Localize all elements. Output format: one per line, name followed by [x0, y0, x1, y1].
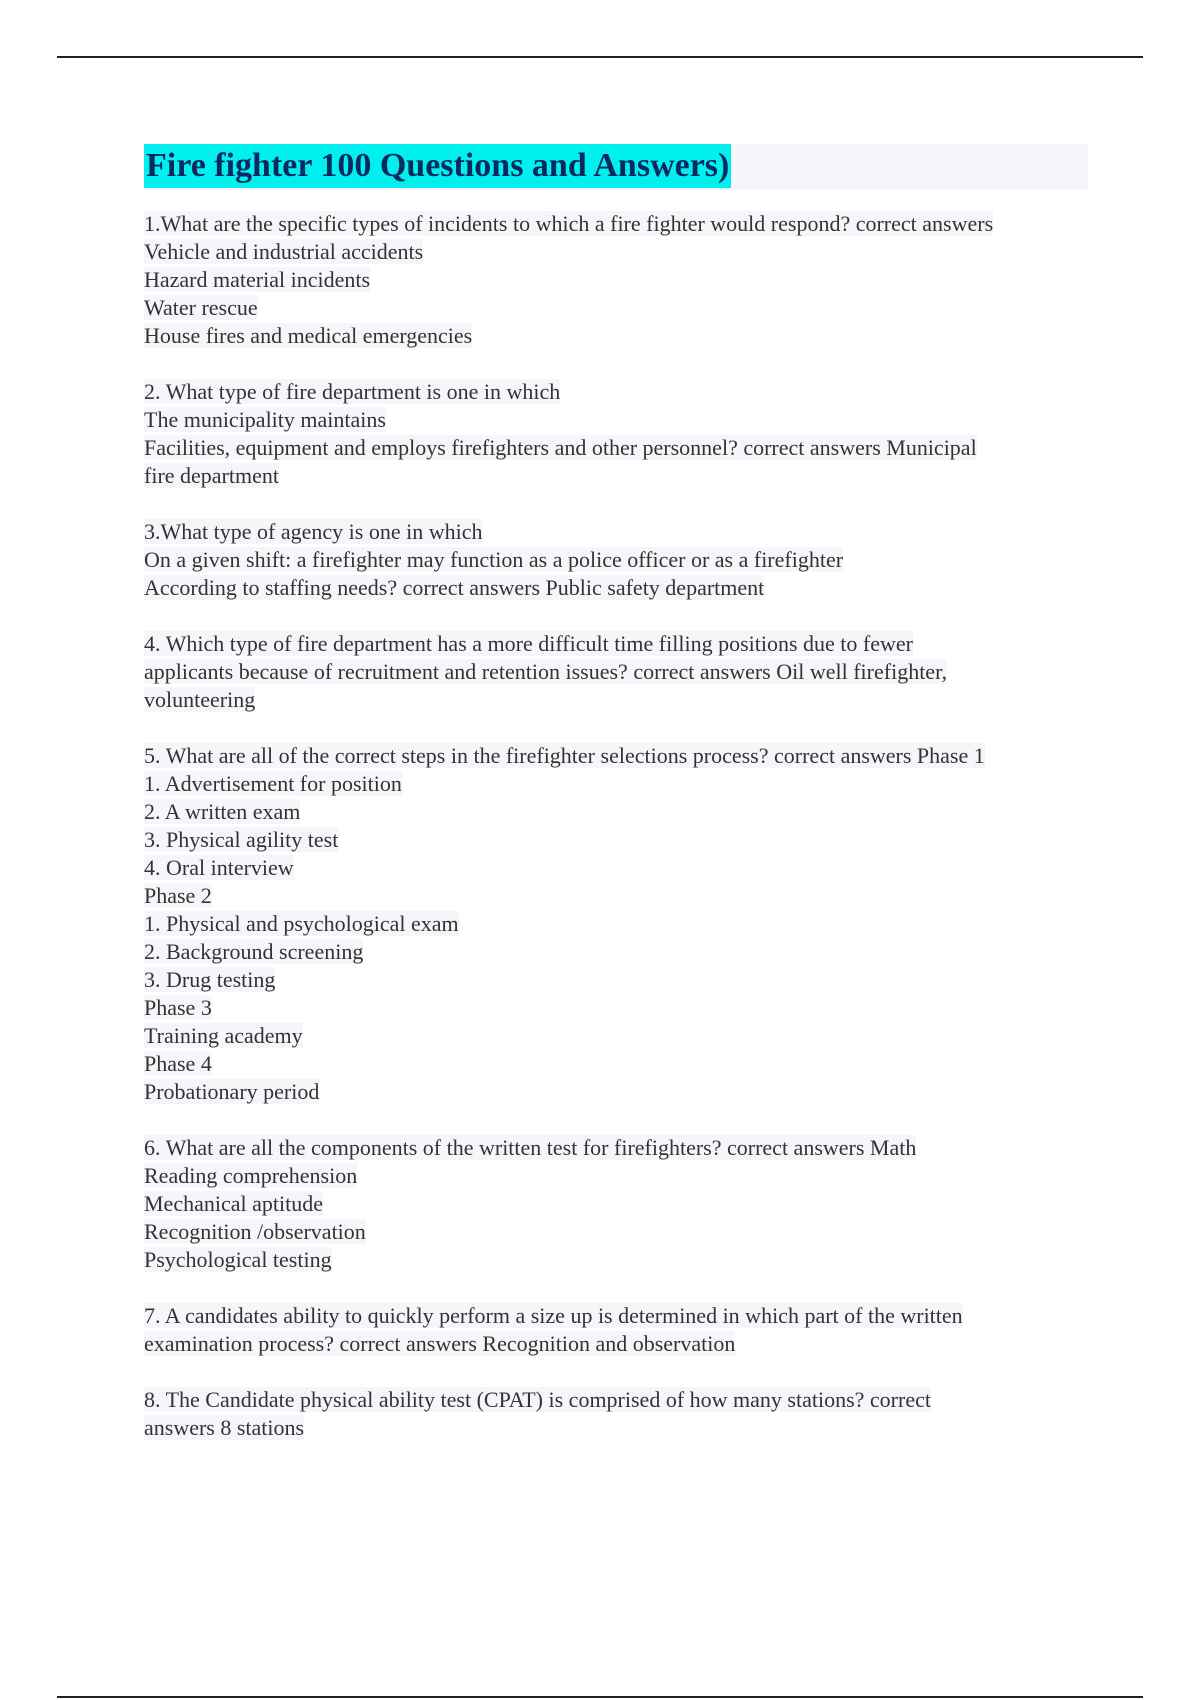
document-body: [144, 144, 1088, 1470]
page-title: Fire fighter 100 Questions and Answers): [144, 144, 731, 188]
text-run: 6. What are all the components of the written test for firefighters? correct answers Math: [144, 1135, 917, 1160]
question-block: [144, 378, 1088, 490]
answer-line: [144, 1330, 1088, 1358]
question-text: [144, 210, 1088, 238]
text-run: 1.What are the specific types of incidents to which a fire fighter would respond? correct answers: [144, 211, 994, 236]
text-run: 3. Drug testing: [144, 967, 276, 992]
answer-line: [144, 1022, 1088, 1050]
answer-line: [144, 1414, 1088, 1442]
question-text: [144, 1386, 1088, 1414]
question-block: [144, 742, 1088, 1106]
answer-line: [144, 910, 1088, 938]
text-run: Recognition /observation: [144, 1219, 366, 1244]
answer-line: [144, 1162, 1088, 1190]
text-run: Hazard material incidents: [144, 267, 371, 292]
answer-line: [144, 798, 1088, 826]
answer-line: [144, 434, 1088, 462]
answer-line: [144, 938, 1088, 966]
answer-line: [144, 882, 1088, 910]
question-block: [144, 1386, 1088, 1442]
question-text: [144, 1302, 1088, 1330]
text-run: 3. Physical agility test: [144, 827, 339, 852]
text-run: House fires and medical emergencies: [144, 323, 473, 348]
question-block: [144, 1302, 1088, 1358]
answer-line: [144, 294, 1088, 322]
title-bar: [144, 144, 1088, 190]
question-block: [144, 630, 1088, 714]
text-run: 5. What are all of the correct steps in the firefighter selections process? correct answers Phase 1: [144, 743, 985, 768]
text-run: Water rescue: [144, 295, 258, 320]
text-run: Phase 2: [144, 883, 212, 908]
answer-line: [144, 966, 1088, 994]
text-run: 2. Background screening: [144, 939, 364, 964]
text-run: volunteering: [144, 687, 256, 712]
text-run: 3.What type of agency is one in which: [144, 519, 483, 544]
answer-line: [144, 854, 1088, 882]
text-run: 1. Physical and psychological exam: [144, 911, 459, 936]
question-block: [144, 1134, 1088, 1274]
answer-line: [144, 1246, 1088, 1274]
question-text: [144, 630, 1088, 658]
question-text: [144, 1134, 1088, 1162]
answer-line: [144, 1078, 1088, 1106]
text-run: Facilities, equipment and employs firefighters and other personnel? correct answers Municipal: [144, 435, 977, 460]
question-block: [144, 518, 1088, 602]
text-run: 1. Advertisement for position: [144, 771, 402, 796]
text-run: Mechanical aptitude: [144, 1191, 323, 1216]
answer-line: [144, 994, 1088, 1022]
question-text: [144, 518, 1088, 546]
text-run: 7. A candidates ability to quickly perform a size up is determined in which part of the written: [144, 1303, 963, 1328]
text-run: Training academy: [144, 1023, 303, 1048]
footer-rule: [57, 1696, 1143, 1698]
text-run: 8. The Candidate physical ability test (CPAT) is comprised of how many stations? correct: [144, 1387, 931, 1412]
text-run: Phase 4: [144, 1051, 212, 1076]
text-run: On a given shift: a firefighter may function as a police officer or as a firefighter: [144, 547, 844, 572]
text-run: Probationary period: [144, 1079, 320, 1104]
question-text: [144, 378, 1088, 406]
text-run: applicants because of recruitment and retention issues? correct answers Oil well firefighter,: [144, 659, 948, 684]
text-run: answers 8 stations: [144, 1415, 305, 1440]
answer-line: [144, 238, 1088, 266]
text-run: 4. Oral interview: [144, 855, 294, 880]
header-rule: [57, 56, 1143, 58]
answer-line: [144, 826, 1088, 854]
answer-line: [144, 574, 1088, 602]
text-run: 4. Which type of fire department has a more difficult time filling positions due to fewer: [144, 631, 913, 656]
text-run: Reading comprehension: [144, 1163, 358, 1188]
answer-line: [144, 406, 1088, 434]
answer-line: [144, 686, 1088, 714]
answer-line: [144, 770, 1088, 798]
answer-line: [144, 462, 1088, 490]
text-run: The municipality maintains: [144, 407, 386, 432]
text-run: examination process? correct answers Recognition and observation: [144, 1331, 736, 1356]
text-run: Phase 3: [144, 995, 212, 1020]
answer-line: [144, 1050, 1088, 1078]
text-run: According to staffing needs? correct answers Public safety department: [144, 575, 765, 600]
answer-line: [144, 266, 1088, 294]
question-text: [144, 742, 1088, 770]
answer-line: [144, 658, 1088, 686]
answer-line: [144, 1190, 1088, 1218]
text-run: fire department: [144, 463, 279, 488]
text-run: 2. What type of fire department is one in which: [144, 379, 561, 404]
answer-line: [144, 546, 1088, 574]
text-run: Vehicle and industrial accidents: [144, 239, 424, 264]
question-list: [144, 210, 1088, 1442]
answer-line: [144, 322, 1088, 350]
question-block: [144, 210, 1088, 350]
text-run: Psychological testing: [144, 1247, 332, 1272]
text-run: 2. A written exam: [144, 799, 301, 824]
answer-line: [144, 1218, 1088, 1246]
